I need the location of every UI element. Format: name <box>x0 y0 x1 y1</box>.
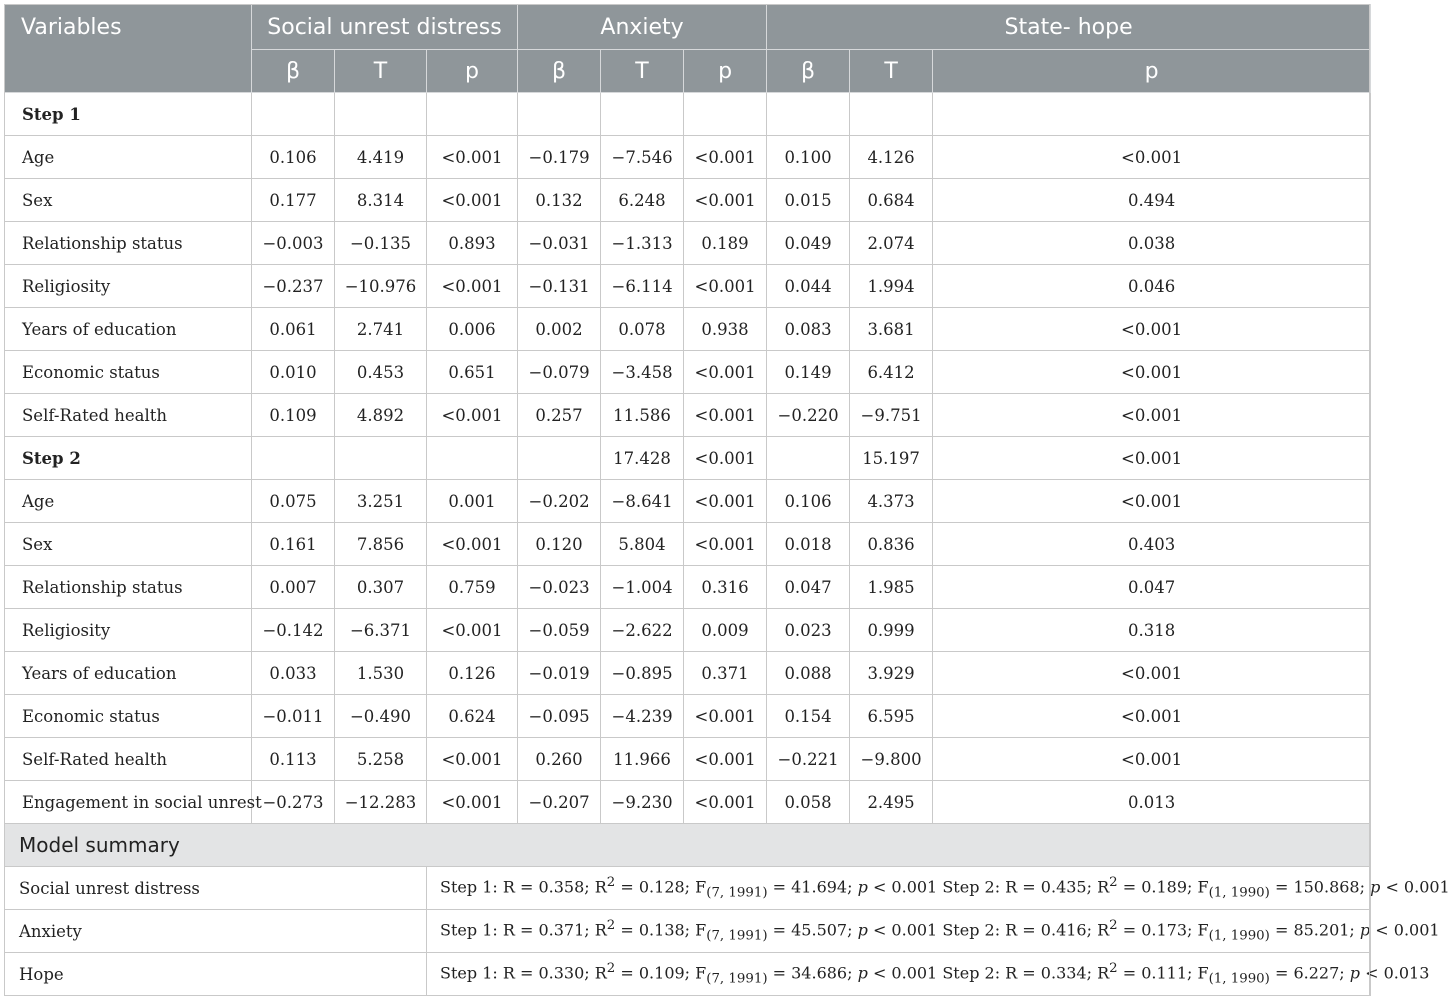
f-df-sub: (7, 1991) <box>706 928 768 944</box>
table-cell: 0.154 <box>767 695 850 738</box>
table-cell: −0.221 <box>767 738 850 781</box>
table-row <box>5 695 1371 738</box>
table-row <box>5 652 1371 695</box>
r-squared-text: = 0.128; F <box>620 877 707 897</box>
table-cell: 1.994 <box>850 265 933 308</box>
f-df-sub: (7, 1991) <box>706 885 768 901</box>
table-cell: 0.075 <box>252 480 335 523</box>
table-cell: −2.622 <box>601 609 684 652</box>
table-row <box>5 480 1371 523</box>
table-cell: 0.453 <box>335 351 427 394</box>
table-cell: 0.038 <box>933 222 1371 265</box>
p-value-text: < 0.001 <box>1385 877 1450 897</box>
table-cell: 17.428 <box>601 437 684 480</box>
table-cell: 0.371 <box>684 652 767 695</box>
row-label: Self-Rated health <box>5 394 252 437</box>
table-cell: <0.001 <box>933 695 1371 738</box>
table-cell: 7.856 <box>335 523 427 566</box>
table-cell: 5.258 <box>335 738 427 781</box>
table-cell: −0.003 <box>252 222 335 265</box>
f-value-text: = 85.201; <box>1274 920 1355 940</box>
table-cell: 0.106 <box>252 136 335 179</box>
table-cell: 2.495 <box>850 781 933 824</box>
table-cell: 0.078 <box>601 308 684 351</box>
table-cell: −0.019 <box>518 652 601 695</box>
table-cell: 0.260 <box>518 738 601 781</box>
model-summary-stats <box>427 867 1450 910</box>
table-cell: 0.100 <box>767 136 850 179</box>
table-cell: 8.314 <box>335 179 427 222</box>
row-label: Years of education <box>5 652 252 695</box>
r-squared-text: = 0.173; F <box>1122 920 1209 940</box>
table-cell: 0.001 <box>427 480 518 523</box>
r-squared-sup: 2 <box>1109 961 1118 977</box>
table-cell: 4.892 <box>335 394 427 437</box>
table-row <box>5 222 1371 265</box>
r-squared-sup: 2 <box>1109 875 1118 891</box>
table-cell: −0.207 <box>518 781 601 824</box>
model-summary-section <box>5 824 1450 996</box>
table-cell: <0.001 <box>684 265 767 308</box>
row-label: Age <box>5 480 252 523</box>
table-cell: 0.113 <box>252 738 335 781</box>
p-italic: p <box>1349 963 1360 983</box>
table-cell: <0.001 <box>427 394 518 437</box>
p-italic: p <box>1359 920 1371 940</box>
table-cell: −0.895 <box>601 652 684 695</box>
table-cell: <0.001 <box>684 523 767 566</box>
table-cell <box>850 93 933 136</box>
table-cell: −0.237 <box>252 265 335 308</box>
table-cell: −9.230 <box>601 781 684 824</box>
table-cell: −4.239 <box>601 695 684 738</box>
table-cell: 3.681 <box>850 308 933 351</box>
table-cell: −6.114 <box>601 265 684 308</box>
p-value-text: < 0.001 <box>1375 920 1440 940</box>
table-cell: <0.001 <box>684 179 767 222</box>
table-cell: <0.001 <box>933 136 1371 179</box>
p-value-text: < 0.013 <box>1365 963 1430 983</box>
table-cell: 0.893 <box>427 222 518 265</box>
table-cell: 0.624 <box>427 695 518 738</box>
table-cell: 5.804 <box>601 523 684 566</box>
group-header-state-hope: State- hope <box>767 5 1371 50</box>
subheader-cell: T <box>601 50 684 93</box>
subheader-cell: T <box>850 50 933 93</box>
table-cell: <0.001 <box>427 523 518 566</box>
p-value-text: < 0.001 <box>872 963 938 983</box>
step-stat-text: Step 2: R = 0.416; R <box>942 920 1110 940</box>
table-cell: <0.001 <box>933 738 1371 781</box>
table-cell: 0.083 <box>767 308 850 351</box>
table-cell: 0.033 <box>252 652 335 695</box>
table-cell: 0.007 <box>252 566 335 609</box>
table-cell: 0.120 <box>518 523 601 566</box>
row-label: Age <box>5 136 252 179</box>
table-cell: 0.088 <box>767 652 850 695</box>
table-cell: 2.074 <box>850 222 933 265</box>
table-cell <box>335 437 427 480</box>
table-cell: 0.759 <box>427 566 518 609</box>
table-cell: <0.001 <box>933 394 1371 437</box>
table-row <box>5 609 1371 652</box>
f-value-text: = 41.694; <box>772 877 853 897</box>
row-label: Economic status <box>5 351 252 394</box>
model-summary-row <box>5 953 1371 996</box>
model-summary-header-row <box>5 824 1371 867</box>
r-squared-sup: 2 <box>606 961 616 977</box>
model-summary-row <box>5 910 1371 953</box>
table-cell <box>427 93 518 136</box>
table-cell: <0.001 <box>427 136 518 179</box>
p-italic: p <box>1370 877 1381 897</box>
table-row <box>5 265 1371 308</box>
model-summary-row <box>5 867 1371 910</box>
table-cell: <0.001 <box>427 265 518 308</box>
table-cell: −0.135 <box>335 222 427 265</box>
table-row <box>5 523 1371 566</box>
subheader-cell: T <box>335 50 427 93</box>
row-label: Religiosity <box>5 265 252 308</box>
table-cell: 0.002 <box>518 308 601 351</box>
r-squared-sup: 2 <box>1109 918 1118 934</box>
table-cell: 0.318 <box>933 609 1371 652</box>
table-cell: <0.001 <box>684 480 767 523</box>
table-row <box>5 351 1371 394</box>
table-cell: <0.001 <box>933 308 1371 351</box>
table-cell: 6.248 <box>601 179 684 222</box>
step-row <box>5 93 1371 136</box>
table-row <box>5 738 1371 781</box>
table-cell: 1.985 <box>850 566 933 609</box>
row-label: Self-Rated health <box>5 738 252 781</box>
table-cell: <0.001 <box>427 781 518 824</box>
row-label: Religiosity <box>5 609 252 652</box>
table-cell: 11.966 <box>601 738 684 781</box>
table-cell: −12.283 <box>335 781 427 824</box>
table-cell: <0.001 <box>427 738 518 781</box>
step-stat-text: Step 2: R = 0.334; R <box>942 963 1110 983</box>
table-header <box>5 5 1371 93</box>
table-cell: −6.371 <box>335 609 427 652</box>
table-cell: 0.009 <box>684 609 767 652</box>
group-header-social-unrest-distress: Social unrest distress <box>252 5 518 50</box>
table-cell: 3.251 <box>335 480 427 523</box>
table-cell: −0.273 <box>252 781 335 824</box>
table-cell: 3.929 <box>850 652 933 695</box>
table-cell <box>684 93 767 136</box>
table-cell: 0.047 <box>933 566 1371 609</box>
table-cell: 0.684 <box>850 179 933 222</box>
table-cell: −0.490 <box>335 695 427 738</box>
table-cell: 0.047 <box>767 566 850 609</box>
step-row <box>5 437 1371 480</box>
table-cell: −0.023 <box>518 566 601 609</box>
table-cell <box>933 93 1371 136</box>
table-cell: 11.586 <box>601 394 684 437</box>
f-df-sub: (1, 1990) <box>1208 885 1270 901</box>
p-italic: p <box>857 963 868 983</box>
table-cell: 0.023 <box>767 609 850 652</box>
row-label: Years of education <box>5 308 252 351</box>
table-cell: <0.001 <box>427 609 518 652</box>
table-cell <box>601 93 684 136</box>
table-cell: −0.131 <box>518 265 601 308</box>
table-cell: 0.046 <box>933 265 1371 308</box>
table-row <box>5 136 1371 179</box>
table-cell: 0.257 <box>518 394 601 437</box>
table-cell <box>767 437 850 480</box>
table-cell: 0.126 <box>427 652 518 695</box>
table-cell: 0.106 <box>767 480 850 523</box>
table-cell: 0.044 <box>767 265 850 308</box>
subheader-cell: p <box>684 50 767 93</box>
step-stat-text: Step 1: R = 0.371; R <box>440 920 607 940</box>
table-cell: −3.458 <box>601 351 684 394</box>
model-summary-label: Anxiety <box>5 910 427 953</box>
table-cell: −0.011 <box>252 695 335 738</box>
f-df-sub: (1, 1990) <box>1208 928 1270 944</box>
table-cell: −0.220 <box>767 394 850 437</box>
row-label: Sex <box>5 523 252 566</box>
table-cell: <0.001 <box>933 652 1371 695</box>
table-cell: −0.202 <box>518 480 601 523</box>
table-cell: 0.015 <box>767 179 850 222</box>
table-cell: 0.006 <box>427 308 518 351</box>
table-cell <box>518 93 601 136</box>
table-body <box>5 93 1371 824</box>
f-df-sub: (1, 1990) <box>1208 971 1270 987</box>
table-cell <box>427 437 518 480</box>
table-cell <box>518 437 601 480</box>
table-cell: 6.595 <box>850 695 933 738</box>
model-summary-title: Model summary <box>5 824 1371 867</box>
subheader-cell: β <box>518 50 601 93</box>
table-row <box>5 394 1371 437</box>
step-label: Step 1 <box>5 93 252 136</box>
table-cell: −10.976 <box>335 265 427 308</box>
r-squared-text: = 0.189; F <box>1122 877 1209 897</box>
table-cell: 0.494 <box>933 179 1371 222</box>
table-cell: 0.161 <box>252 523 335 566</box>
step-stat-text: Step 1: R = 0.330; R <box>440 963 607 983</box>
table-cell: −8.641 <box>601 480 684 523</box>
table-cell: <0.001 <box>933 437 1371 480</box>
table-cell: 0.938 <box>684 308 767 351</box>
table-cell: 2.741 <box>335 308 427 351</box>
p-italic: p <box>857 877 868 897</box>
table-cell: −0.179 <box>518 136 601 179</box>
row-label: Engagement in social unrest <box>5 781 252 824</box>
table-cell: 0.010 <box>252 351 335 394</box>
table-cell: 4.419 <box>335 136 427 179</box>
table-cell: <0.001 <box>933 351 1371 394</box>
table-cell: <0.001 <box>684 136 767 179</box>
model-summary-label: Hope <box>5 953 427 996</box>
table-cell: 0.189 <box>684 222 767 265</box>
table-cell: −9.751 <box>850 394 933 437</box>
table-cell <box>767 93 850 136</box>
row-label: Relationship status <box>5 566 252 609</box>
p-italic: p <box>857 920 868 940</box>
table-cell: 0.109 <box>252 394 335 437</box>
table-cell: −9.800 <box>850 738 933 781</box>
r-squared-text: = 0.109; F <box>620 963 707 983</box>
table-cell: −1.313 <box>601 222 684 265</box>
group-header-anxiety: Anxiety <box>518 5 767 50</box>
model-summary-stats <box>427 953 1430 996</box>
subheader-cell: β <box>252 50 335 93</box>
table-cell: <0.001 <box>684 695 767 738</box>
table-cell: 0.049 <box>767 222 850 265</box>
subheader-cell: p <box>427 50 518 93</box>
table-cell: <0.001 <box>933 480 1371 523</box>
table-cell: 0.999 <box>850 609 933 652</box>
step-stat-text: Step 2: R = 0.435; R <box>942 877 1110 897</box>
r-squared-text: = 0.111; F <box>1122 963 1209 983</box>
table-cell: 0.307 <box>335 566 427 609</box>
table-cell: −0.059 <box>518 609 601 652</box>
table-cell: 0.316 <box>684 566 767 609</box>
table-cell: 6.412 <box>850 351 933 394</box>
table-row <box>5 179 1371 222</box>
row-label: Sex <box>5 179 252 222</box>
table-cell: −1.004 <box>601 566 684 609</box>
table-cell: 0.132 <box>518 179 601 222</box>
step-stat-text: Step 1: R = 0.358; R <box>440 877 607 897</box>
table-cell: <0.001 <box>684 738 767 781</box>
f-value-text: = 45.507; <box>772 920 853 940</box>
table-cell: 0.018 <box>767 523 850 566</box>
f-value-text: = 6.227; <box>1274 963 1345 983</box>
f-value-text: = 150.868; <box>1274 877 1365 897</box>
model-summary-stats <box>427 910 1440 953</box>
table-cell: 0.013 <box>933 781 1371 824</box>
r-squared-sup: 2 <box>606 875 616 891</box>
step-label: Step 2 <box>5 437 252 480</box>
f-df-sub: (7, 1991) <box>706 971 768 987</box>
table-cell: −7.546 <box>601 136 684 179</box>
table-cell: 0.836 <box>850 523 933 566</box>
table-cell: −0.031 <box>518 222 601 265</box>
r-squared-text: = 0.138; F <box>620 920 707 940</box>
table-cell: −0.142 <box>252 609 335 652</box>
table-cell: 4.126 <box>850 136 933 179</box>
table-cell <box>335 93 427 136</box>
subheader-cell: β <box>767 50 850 93</box>
table-cell: 0.651 <box>427 351 518 394</box>
p-value-text: < 0.001 <box>872 920 938 940</box>
subheader-cell: p <box>933 50 1371 93</box>
regression-table <box>4 4 1450 996</box>
table-row <box>5 566 1371 609</box>
table-cell: <0.001 <box>684 394 767 437</box>
r-squared-sup: 2 <box>606 918 616 934</box>
variables-header: Variables <box>5 5 252 93</box>
table-cell: 15.197 <box>850 437 933 480</box>
table-cell: 0.061 <box>252 308 335 351</box>
table-cell: <0.001 <box>684 781 767 824</box>
table-cell: 0.058 <box>767 781 850 824</box>
table-cell <box>252 93 335 136</box>
table-cell: <0.001 <box>684 437 767 480</box>
table-cell: −0.079 <box>518 351 601 394</box>
row-label: Economic status <box>5 695 252 738</box>
table-cell: <0.001 <box>427 179 518 222</box>
table-row <box>5 781 1371 824</box>
table-cell <box>252 437 335 480</box>
row-label: Relationship status <box>5 222 252 265</box>
table-cell: 0.149 <box>767 351 850 394</box>
table-cell: −0.095 <box>518 695 601 738</box>
table-row <box>5 308 1371 351</box>
table-cell: 0.403 <box>933 523 1371 566</box>
p-value-text: < 0.001 <box>872 877 938 897</box>
table-cell: 4.373 <box>850 480 933 523</box>
table-cell: 0.177 <box>252 179 335 222</box>
model-summary-label: Social unrest distress <box>5 867 427 910</box>
f-value-text: = 34.686; <box>772 963 853 983</box>
table-cell: <0.001 <box>684 351 767 394</box>
table-cell: 1.530 <box>335 652 427 695</box>
